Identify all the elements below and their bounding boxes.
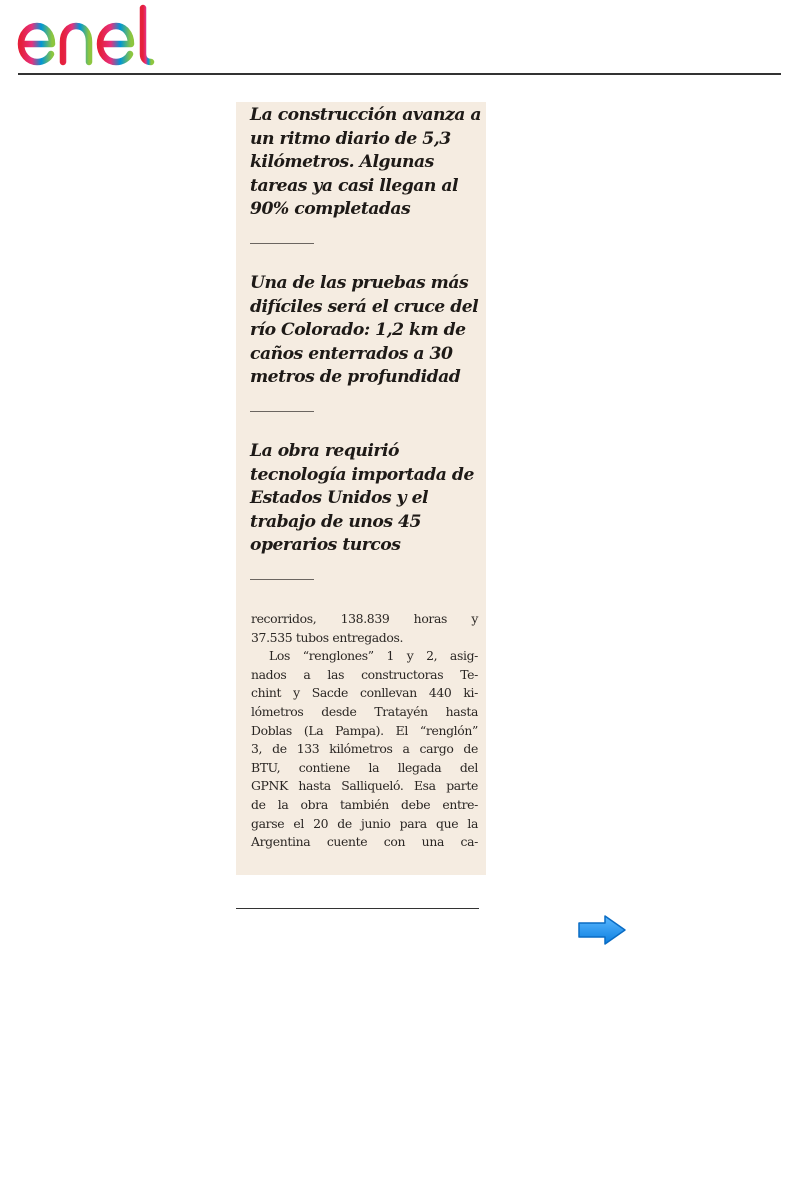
body-line: recorridos, 138.839 horas y bbox=[251, 611, 478, 626]
body-line: 3, de 133 kilómetros a cargo de bbox=[251, 741, 478, 757]
body-line: GPNK hasta Salliqueló. Esa parte bbox=[251, 778, 478, 794]
enel-logo bbox=[16, 0, 186, 72]
pull-quote-1: La construcción avanza a un ritmo diario de 5,3 kilómetros. Algunas tareas ya casi llegan al 90% completadas bbox=[250, 105, 481, 219]
body-line: garse el 20 de junio para que la bbox=[251, 815, 478, 831]
arrow-right-icon[interactable] bbox=[576, 913, 628, 947]
header-divider bbox=[18, 73, 781, 75]
clipping-bottom-rule bbox=[236, 908, 479, 909]
body-line: de la obra también debe entre- bbox=[251, 796, 478, 812]
body-line: Los “renglones” 1 y 2, asig- bbox=[269, 648, 478, 664]
body-line: Doblas (La Pampa). El “renglón” bbox=[251, 722, 478, 738]
quote-divider bbox=[250, 411, 314, 412]
body-line: Argentina cuente con una ca- bbox=[251, 834, 478, 850]
body-line: nados a las constructoras Te- bbox=[251, 666, 478, 682]
pull-quote-3: La obra requirió tecnología importada de Estados Unidos y el trabajo de unos 45 operarios turcos bbox=[250, 441, 474, 555]
quote-divider bbox=[250, 579, 314, 580]
body-line: chint y Sacde conllevan 440 ki- bbox=[251, 685, 478, 701]
pull-quote-2: Una de las pruebas más difíciles será el cruce del río Colorado: 1,2 km de caños enterrados a 30 metros de profundidad bbox=[250, 273, 479, 387]
quote-divider bbox=[250, 243, 314, 244]
body-line: lómetros desde Tratayén hasta bbox=[251, 703, 478, 719]
body-line: BTU, contiene la llegada del bbox=[251, 759, 478, 775]
article-body-text bbox=[251, 610, 478, 852]
body-line: 37.535 tubos entregados. bbox=[251, 629, 404, 645]
